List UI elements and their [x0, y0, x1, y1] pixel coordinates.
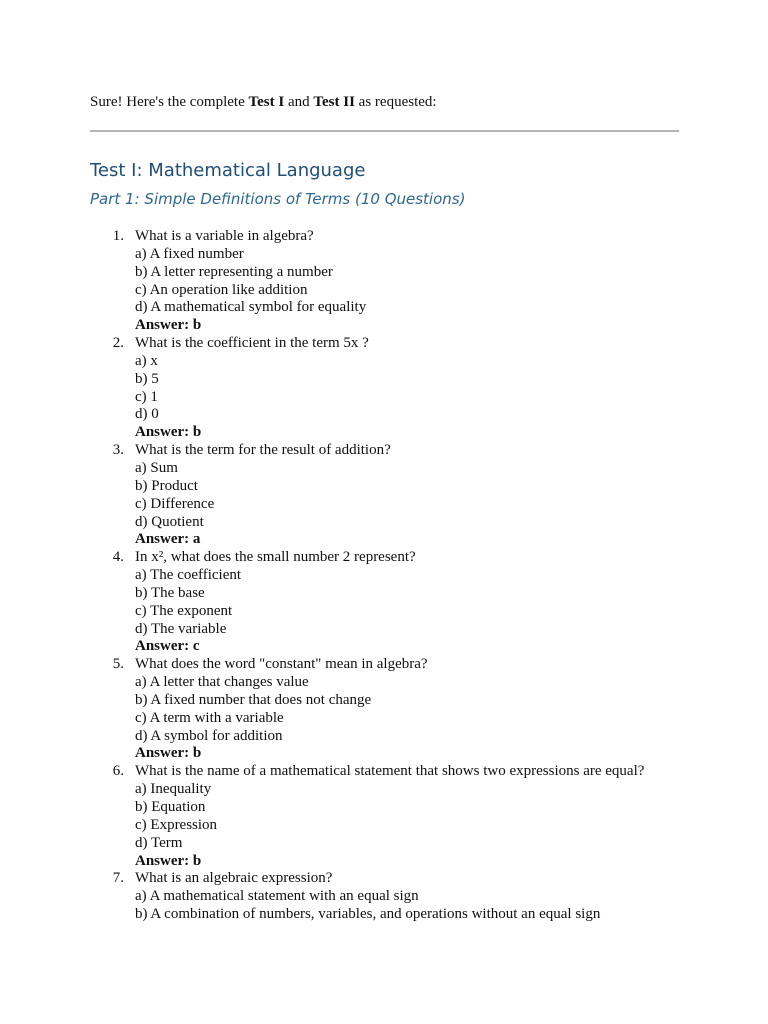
answer-option: c) An operation like addition [135, 281, 308, 298]
answer-option: b) Equation [135, 799, 206, 815]
answer-option: a) A letter that changes value [135, 674, 309, 691]
question-number: 1. [112, 228, 124, 244]
correct-answer: Answer: b [135, 424, 202, 441]
horizontal-rule [90, 130, 679, 132]
answer-option: a) The coefficient [135, 567, 242, 584]
question-text: What is the term for the result of addition? [135, 442, 391, 459]
question-item [90, 763, 730, 870]
question-item [90, 656, 730, 763]
answer-option: a) Inequality [135, 781, 212, 798]
question-text: What does the word "constant" mean in algebra? [135, 656, 428, 673]
correct-answer: Answer: b [135, 745, 202, 762]
answer-option: d) Term [135, 834, 183, 851]
question-list [90, 228, 730, 924]
answer-option: c) 1 [135, 388, 158, 405]
question-text: In x², what does the small number 2 represent? [135, 549, 416, 566]
correct-answer: Answer: b [135, 852, 202, 869]
question-text: What is the name of a mathematical statement that shows two expressions are equal? [135, 763, 645, 780]
question-number: 3. [112, 442, 124, 459]
correct-answer: Answer: c [135, 638, 200, 655]
question-item [90, 335, 730, 442]
intro-and: and [284, 94, 314, 110]
answer-option: b) Product [135, 477, 198, 494]
part-title: Part 1: Simple Definitions of Terms (10 Questions) [90, 190, 466, 208]
intro-test2: Test II [313, 94, 355, 110]
answer-option: d) 0 [135, 406, 159, 423]
question-number: 6. [112, 763, 124, 780]
question-item [90, 228, 730, 335]
answer-option: c) Expression [135, 816, 218, 833]
answer-option: d) A mathematical symbol for equality [135, 299, 367, 316]
correct-answer: Answer: a [135, 531, 201, 548]
answer-option: a) A mathematical statement with an equal sign [135, 888, 419, 905]
answer-option: a) Sum [135, 459, 178, 476]
intro-test1: Test I [248, 94, 285, 110]
question-number: 5. [112, 656, 124, 673]
question-item [90, 549, 730, 656]
answer-option: c) The exponent [135, 602, 233, 619]
answer-option: c) A term with a variable [135, 709, 284, 726]
answer-option: b) A combination of numbers, variables, and operations without an equal sign [135, 906, 601, 923]
answer-option: d) A symbol for addition [135, 727, 283, 744]
question-item [90, 442, 730, 549]
question-item [90, 870, 730, 924]
correct-answer: Answer: b [135, 317, 202, 334]
answer-option: a) A fixed number [135, 245, 244, 262]
answer-option: b) The base [135, 584, 205, 601]
intro-prefix: Sure! Here's the complete [90, 94, 249, 110]
answer-option: b) A letter representing a number [135, 263, 333, 280]
question-text: What is an algebraic expression? [135, 870, 333, 887]
answer-option: d) Quotient [135, 513, 204, 530]
question-number: 7. [112, 870, 124, 887]
answer-option: b) A fixed number that does not change [135, 691, 372, 708]
section-title: Test I: Mathematical Language [90, 160, 366, 181]
answer-option: d) The variable [135, 620, 227, 637]
question-text: What is the coefficient in the term 5x ? [135, 335, 369, 352]
answer-option: b) 5 [135, 370, 159, 387]
intro-suffix: as requested: [354, 94, 437, 110]
answer-option: c) Difference [135, 495, 215, 512]
answer-option: a) x [135, 352, 158, 369]
question-text: What is a variable in algebra? [135, 228, 314, 244]
question-number: 4. [112, 549, 124, 566]
intro-text [90, 93, 437, 111]
question-number: 2. [112, 335, 124, 352]
